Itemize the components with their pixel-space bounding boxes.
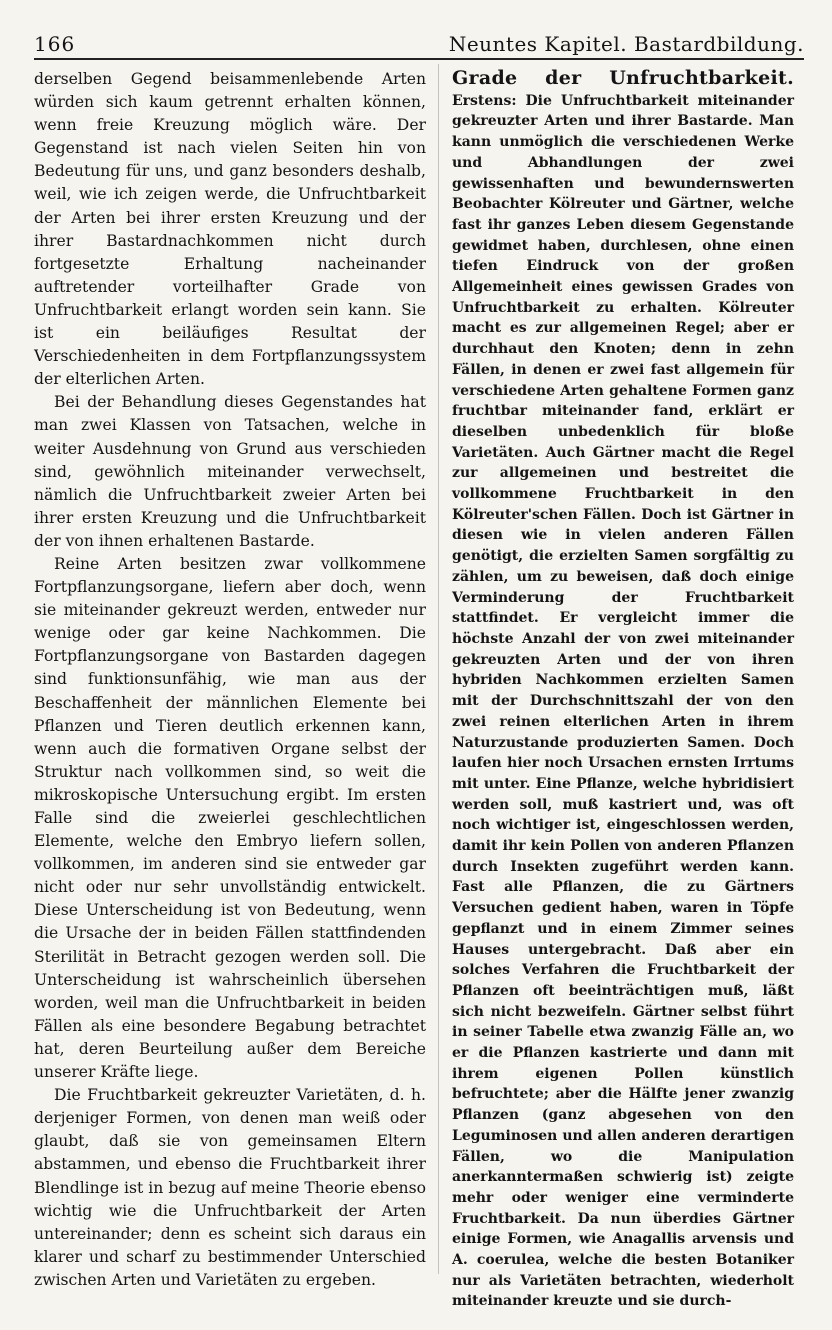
page-header bbox=[34, 30, 804, 60]
right-column bbox=[452, 68, 794, 1312]
column-divider bbox=[438, 64, 439, 1274]
running-title: Neuntes Kapitel. Bastardbildung. bbox=[448, 32, 804, 56]
section-heading: Grade der Unfruchtbarkeit. bbox=[452, 67, 794, 89]
paragraph: Erstens: Die Unfruchtbarkeit miteinander gekreuzter Arten und ihrer Bastarde. Man kann unmöglich die verschiedenen Werke und Abhandlungen der zwei gewissenhaften und bewundernswerten Beobachter Kölreuter und Gärtner, welche fast ihr ganzes Leben diesem Gegenstande gewidmet haben, durchlesen, ohne einen tiefen Eindruck von der großen Allgemeinheit eines gewissen Grades von Unfruchtbarkeit zu erhalten. Kölreuter macht es zur allgemeinen Regel; aber er durchhaut den Knoten; denn in zehn Fällen, in denen er zwei fast allgemein für verschiedene Arten gehaltene Formen ganz fruchtbar miteinander fand, erklärt er dieselben unbedenklich für bloße Varietäten. Auch Gärtner macht die Regel zur allgemeinen und bestreitet die vollkommene Fruchtbarkeit in den Kölreuter'schen Fällen. Doch ist Gärtner in diesen wie in vielen anderen Fällen genötigt, die erzielten Samen sorgfältig zu zählen, um zu beweisen, daß doch einige Verminderung der Fruchtbarkeit stattfindet. Er vergleicht immer die höchste Anzahl der von zwei miteinander gekreuzten Arten und der von ihren hybriden Nachkommen erzielten Samen mit der Durchschnittszahl der von den zwei reinen elterlichen Arten in ihrem Naturzustande produzierten Samen. Doch laufen hier noch Ursachen ernsten Irrtums mit unter. Eine Pflanze, welche hybridisiert werden soll, muß kastriert und, was oft noch wichtiger ist, eingeschlossen werden, damit ihr kein Pollen von anderen Pflanzen durch Insekten zugeführt werden kann. Fast alle Pflanzen, die zu Gärtners Versuchen gedient haben, waren in Töpfe gepflanzt und in einem Zimmer seines Hauses untergebracht. Daß aber ein solches Verfahren die Fruchtbarkeit der Pflanzen oft beeinträchtigen muß, läßt sich nicht bezweifeln. Gärtner selbst führt in seiner Tabelle etwa zwanzig Fälle an, wo er die Pflanzen kastrierte und dann mit ihrem eigenen Pollen künstlich befruchtete; aber die Hälfte jener zwanzig Pflanzen (ganz abgesehen von den Leguminosen und allen anderen derartigen Fällen, wo die Manipulation anerkanntermaßen schwierig ist) zeigte mehr oder weniger eine verminderte Fruchtbarkeit. Da nun überdies Gärtner einige Formen, wie Anagallis arvensis und A. coerulea, welche die besten Botaniker nur als Varietäten betrachten, wiederholt miteinander kreuzte und sie durch- bbox=[452, 92, 794, 1310]
paragraph: derselben Gegend beisammenlebende Arten würden sich kaum getrennt erhalten können, wenn freie Kreuzung möglich wäre. Der Gegenstand ist nach vielen Seiten hin von Bedeutung für uns, und ganz besonders deshalb, weil, wie ich zeigen werde, die Unfruchtbarkeit der Arten bei ihrer ersten Kreuzung und der ihrer Bastardnachkommen nicht durch fortgesetzte Erhaltung nacheinander auftretender vorteilhafter Grade von Unfruchtbarkeit erlangt worden sein kann. Sie ist ein beiläufiges Resultat der Verschiedenheiten in dem Fortpflanzungssystem der elterlichen Arten. bbox=[34, 70, 426, 389]
paragraph: Die Fruchtbarkeit gekreuzter Varietäten, d. h. derjeniger Formen, von denen man weiß oder glaubt, daß sie von gemeinsamen Eltern abstammen, und ebenso die Fruchtbarkeit ihrer Blendlinge ist in bezug auf meine Theorie ebenso wichtig wie die Unfruchtbarkeit der Arten untereinander; denn es scheint sich daraus ein klarer und scharf zu bestimmender Unterschied zwischen Arten und Varietäten zu ergeben. bbox=[34, 1086, 426, 1289]
paragraph: Reine Arten besitzen zwar vollkommene Fortpflanzungsorgane, liefern aber doch, wenn sie miteinander gekreuzt werden, entweder nur wenige oder gar keine Nachkommen. Die Fortpflanzungsorgane von Bastarden dagegen sind funktionsunfähig, wie man aus der Beschaffenheit der männlichen Elemente bei Pflanzen und Tieren deutlich erkennen kann, wenn auch die formativen Organe selbst der Struktur nach vollkommen sind, so weit die mikroskopische Untersuchung ergibt. Im ersten Falle sind die zweierlei geschlechtlichen Elemente, welche den Embryo liefern sollen, vollkommen, im anderen sind sie entweder gar nicht oder nur sehr unvollständig entwickelt. Diese Unterscheidung ist von Bedeutung, wenn die Ursache der in beiden Fällen stattfindenden Sterilität in Betracht gezogen werden soll. Die Unterscheidung ist wahrscheinlich übersehen worden, weil man die Unfruchtbarkeit in beiden Fällen als eine besondere Begabung betrachtet hat, deren Beurteilung außer dem Bereiche unserer Kräfte liege. bbox=[34, 554, 426, 1082]
header-rule bbox=[34, 58, 804, 60]
page-number: 166 bbox=[34, 32, 76, 56]
left-column bbox=[34, 68, 426, 1292]
paragraph: Bei der Behandlung dieses Gegenstandes hat man zwei Klassen von Tatsachen, welche in weiter Ausdehnung von Grund aus verschieden sind, gewöhnlich miteinander verwechselt, nämlich die Unfruchtbarkeit zweier Arten bei ihrer ersten Kreuzung und die Unfruchtbarkeit der von ihnen erhaltenen Bastarde. bbox=[34, 393, 426, 550]
